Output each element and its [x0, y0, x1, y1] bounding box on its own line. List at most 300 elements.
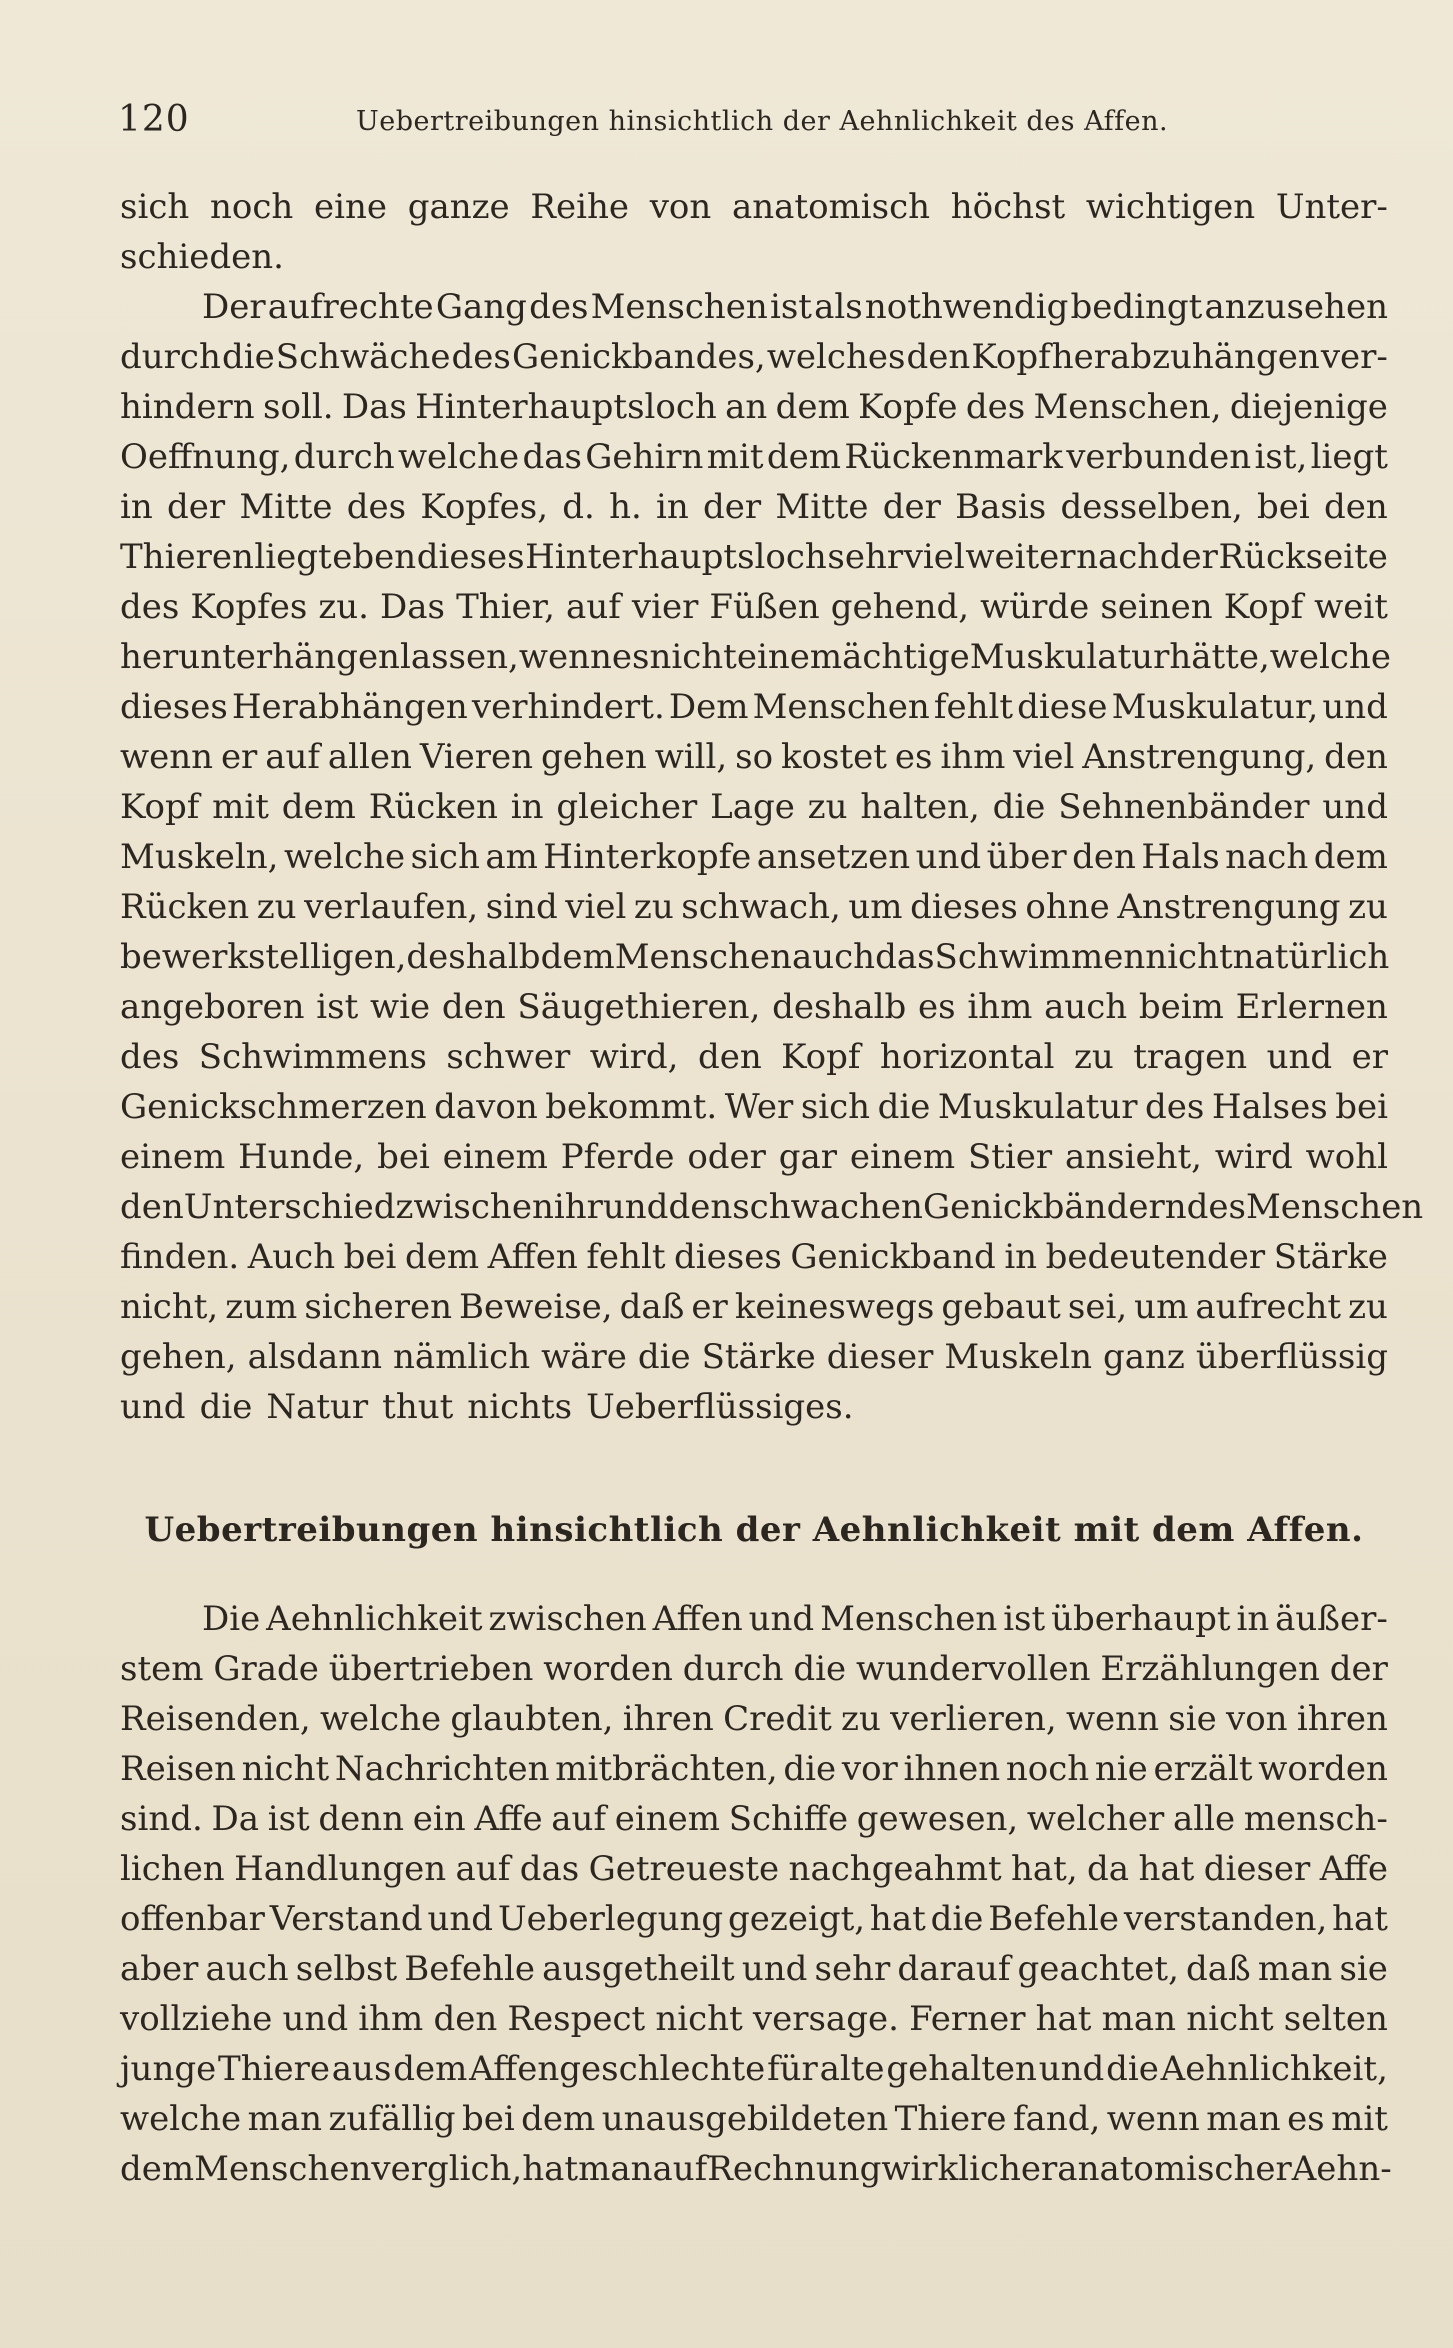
word: Getreueste	[588, 1849, 780, 1889]
word: Muskulatur	[937, 1087, 1138, 1127]
word: daß	[1186, 1949, 1251, 1989]
word: Auch	[247, 1237, 336, 1277]
word: Unter-	[1275, 187, 1388, 227]
word: auf	[265, 737, 320, 777]
word: dieses	[674, 1237, 782, 1277]
word: verhindert.	[471, 687, 665, 727]
word: durch	[120, 337, 221, 377]
text-line	[120, 1694, 1388, 1744]
word: bei	[377, 1137, 430, 1177]
word: Befehle	[988, 1899, 1119, 1939]
word: hat	[1332, 1899, 1388, 1939]
word: Befehle	[404, 1949, 535, 1989]
word: verglich,	[371, 2149, 523, 2189]
text-line	[120, 632, 1391, 682]
word: alle	[1172, 1799, 1236, 1839]
word: noch	[209, 187, 294, 227]
word: schwachen	[732, 1187, 923, 1227]
word: es	[894, 737, 933, 777]
word: sie	[1339, 1949, 1388, 1989]
word: Menschen	[614, 937, 792, 977]
word: bei	[1257, 487, 1310, 527]
word: der	[1159, 537, 1218, 577]
word: allen	[327, 737, 412, 777]
word: unausgebildeten	[601, 2099, 889, 2139]
word: Menschen	[752, 687, 930, 727]
word: Genickband	[790, 1237, 996, 1277]
word: zu	[633, 887, 674, 927]
word: der	[703, 487, 762, 527]
word: bedeutender	[1045, 1237, 1266, 1277]
word: wenn	[518, 637, 612, 677]
word: und	[1038, 2049, 1105, 2089]
word: das	[875, 937, 935, 977]
word: denn	[318, 1799, 405, 1839]
word: glaubten,	[450, 1699, 614, 1739]
word: Thier,	[456, 587, 555, 627]
word: Erzählungen	[1100, 1649, 1320, 1689]
word: wenn	[120, 737, 214, 777]
word: verstanden,	[1123, 1899, 1328, 1939]
word: bei	[461, 2099, 515, 2139]
word: Ueberflüssiges.	[586, 1387, 854, 1427]
word: worden	[543, 1649, 673, 1689]
word: Der	[202, 287, 266, 327]
word: ihr	[553, 1187, 603, 1227]
word: ihm	[967, 987, 1033, 1027]
text-line	[120, 1894, 1388, 1944]
word: gleicher	[556, 787, 698, 827]
text-line	[120, 432, 1388, 482]
word: Anstrengung	[1117, 887, 1341, 927]
word: soll.	[263, 387, 334, 427]
word: Genickbandes,	[511, 337, 766, 377]
word: hat	[1138, 1849, 1195, 1889]
text-line	[120, 1794, 1388, 1844]
word: man	[1101, 1999, 1177, 2039]
word: Thieren	[120, 537, 254, 577]
word: dem	[404, 1237, 480, 1277]
word: welche	[283, 837, 406, 877]
text-line	[120, 2094, 1388, 2144]
word: Füßen	[709, 587, 820, 627]
word: sich	[410, 837, 480, 877]
word: ihm	[358, 1999, 424, 2039]
word: hindern	[120, 387, 255, 427]
word: den	[441, 987, 506, 1027]
word: einem	[120, 1137, 226, 1177]
word: Kopf	[120, 787, 200, 827]
word: Aehnlichkeit,	[1160, 2049, 1388, 2089]
word: Menschen,	[1033, 387, 1222, 427]
word: Aehnlichkeit	[266, 1599, 483, 1639]
word: nicht	[1145, 937, 1233, 977]
text-line	[120, 1332, 1388, 1382]
word: Säugethieren,	[517, 987, 761, 1027]
word: Hinterhauptsloch	[415, 387, 717, 427]
word: Reihe	[530, 187, 629, 227]
word: ist	[267, 1799, 310, 1839]
word: daß	[619, 1287, 685, 1327]
text-line	[120, 2044, 1388, 2094]
word: Credit	[723, 1699, 832, 1739]
word: vollziehe	[120, 1999, 273, 2039]
word: liegt	[1310, 437, 1388, 477]
word: alsdann	[247, 1337, 383, 1377]
word: nach	[1225, 837, 1309, 877]
word: dem	[766, 437, 842, 477]
word: wenn	[1065, 1699, 1159, 1739]
word: hat	[522, 2149, 579, 2189]
word: auch	[1044, 987, 1128, 1027]
word: diese	[1017, 687, 1108, 727]
word: Natur	[266, 1387, 369, 1427]
word: d.	[562, 487, 595, 527]
text-line	[120, 332, 1388, 382]
word: zu	[256, 887, 297, 927]
word: die	[783, 1749, 837, 1789]
word: darauf	[897, 1949, 1011, 1989]
word: da	[1087, 1849, 1130, 1889]
text-line	[120, 1844, 1388, 1894]
word: dieses	[120, 687, 228, 727]
word: hätte,	[1169, 637, 1270, 677]
word: um	[848, 887, 903, 927]
word: nie	[1094, 1749, 1148, 1789]
word: mensch-	[1243, 1799, 1388, 1839]
word: sind	[485, 887, 558, 927]
word: zu	[1073, 1037, 1114, 1077]
word: den	[697, 1037, 762, 1077]
word: Pferde	[560, 1137, 675, 1177]
word: herunter	[120, 637, 273, 677]
word: welches	[766, 337, 906, 377]
word: mächtige	[809, 637, 970, 677]
word: zufällig	[328, 2099, 456, 2139]
word: Affen	[652, 1599, 743, 1639]
word: wichtigen	[1085, 187, 1256, 227]
word: Aehn-	[1291, 2149, 1392, 2189]
word: sind.	[120, 1799, 203, 1839]
word: dem	[775, 387, 850, 427]
word: Kopf	[781, 1037, 861, 1077]
word: des	[120, 587, 180, 627]
word: nicht	[1186, 1999, 1274, 2039]
word: über	[986, 837, 1067, 877]
word: des	[1186, 1187, 1246, 1227]
word: gar	[778, 1137, 838, 1177]
word: Muskulatur	[969, 637, 1170, 677]
word: Wer	[724, 1087, 794, 1127]
word: ihren	[1296, 1699, 1388, 1739]
word: die	[221, 337, 275, 377]
word: zu	[807, 787, 848, 827]
word: Sehnenbänder	[1058, 787, 1310, 827]
word: Reisen	[120, 1749, 237, 1789]
word: sich	[120, 187, 190, 227]
word: mit	[706, 437, 764, 477]
word: Hinterhauptsloch	[525, 537, 827, 577]
word: er	[691, 1287, 728, 1327]
word: geachtet,	[1017, 1949, 1179, 1989]
word: mit	[212, 787, 269, 827]
word: Affe	[474, 1799, 543, 1839]
word: der	[167, 487, 226, 527]
word: seinen	[1100, 587, 1213, 627]
word: Muskeln,	[120, 837, 279, 877]
word: hat	[869, 1899, 926, 1939]
word: finden.	[120, 1237, 240, 1277]
word: Hunde,	[238, 1137, 365, 1177]
word: Kopf	[1223, 587, 1304, 627]
word: zu.	[318, 587, 369, 627]
word: Genickbändern	[922, 1187, 1187, 1227]
text-line	[120, 1944, 1388, 1994]
word: bedingt	[1070, 287, 1203, 327]
text-line	[120, 1744, 1388, 1794]
word: des	[451, 337, 511, 377]
word: Gang	[435, 287, 527, 327]
word: bei	[343, 1237, 397, 1277]
word: Rechnung	[707, 2149, 882, 2189]
text-line	[120, 1594, 1388, 1644]
word: Kopfes	[190, 587, 308, 627]
word: dieser	[1203, 1849, 1311, 1889]
word: Affen	[487, 1237, 578, 1277]
word: wird	[1214, 1137, 1293, 1177]
word: auch	[205, 1949, 289, 1989]
word: Ueberlegung	[497, 1899, 724, 1939]
word: er	[1351, 1037, 1388, 1077]
word: ausgetheilt	[542, 1949, 735, 1989]
text-line	[120, 1032, 1388, 1082]
word: fehlt	[586, 1237, 666, 1277]
text-line	[120, 1232, 1388, 1282]
word: schwach,	[681, 887, 841, 927]
word: schieden.	[120, 237, 284, 277]
word: Stärke	[701, 1337, 816, 1377]
word: welcher	[1026, 1799, 1165, 1839]
word: ein	[412, 1799, 466, 1839]
word: von	[649, 187, 712, 227]
word: liegt	[254, 537, 332, 577]
word: Menschen	[820, 1599, 998, 1639]
word: erzält	[1153, 1749, 1253, 1789]
word: auf	[652, 2149, 708, 2189]
word: um	[1134, 1287, 1189, 1327]
word: viel	[1013, 737, 1075, 777]
word: desselben,	[1060, 487, 1243, 527]
word: des	[346, 487, 407, 527]
text-line	[120, 932, 1388, 982]
word: man	[247, 2099, 323, 2139]
word: gehend,	[830, 587, 970, 627]
word: des	[1145, 1087, 1205, 1127]
word: deshalb	[772, 987, 907, 1027]
word: beim	[1138, 987, 1224, 1027]
word: deshalb	[406, 937, 541, 977]
word: Basis	[955, 487, 1047, 527]
word: es	[1287, 2099, 1325, 2139]
word: worden	[1258, 1749, 1388, 1789]
word: Genickschmerzen	[120, 1087, 427, 1127]
word: aufrecht	[1195, 1287, 1342, 1327]
word: Dem	[668, 687, 749, 727]
word: eben	[332, 537, 417, 577]
word: wäre	[541, 1337, 627, 1377]
word: und	[1322, 787, 1388, 827]
word: ist	[769, 287, 812, 327]
word: und	[427, 1899, 494, 1939]
word: dieser	[826, 1337, 934, 1377]
word: Ferner	[909, 1999, 1026, 2039]
word: an	[725, 387, 768, 427]
word: Muskulatur,	[1111, 687, 1319, 727]
word: zu	[1348, 1287, 1388, 1327]
word: nothwendig	[864, 287, 1069, 327]
word: und	[120, 1387, 186, 1427]
word: des	[529, 287, 589, 327]
text-line	[120, 182, 1388, 232]
word: eine	[736, 637, 810, 677]
word: gehalten	[886, 2049, 1037, 2089]
word: auch	[791, 937, 876, 977]
word: bei	[1335, 1087, 1388, 1127]
word: aus	[331, 2049, 392, 2089]
word: den	[1324, 737, 1388, 777]
word: und	[748, 1599, 815, 1639]
word: ganze	[407, 187, 510, 227]
word: Kopfes,	[420, 487, 549, 527]
word: Oeffnung,	[120, 437, 291, 477]
word: und	[915, 837, 982, 877]
word: junge	[120, 2049, 217, 2089]
word: lassen,	[399, 637, 519, 677]
word: das	[519, 1849, 580, 1889]
word: lichen	[120, 1849, 225, 1889]
word: mitbrächten,	[555, 1749, 778, 1789]
word: Mitte	[775, 487, 869, 527]
text-line	[120, 482, 1388, 532]
word: davon	[434, 1087, 538, 1127]
word: Rücken	[368, 787, 498, 827]
word: verbunden	[1066, 437, 1252, 477]
word: Thiere	[218, 2049, 330, 2089]
word: wirklicher	[881, 2149, 1058, 2189]
word: den	[433, 1999, 498, 2039]
word: zum	[225, 1287, 298, 1327]
word: nämlich	[393, 1337, 531, 1377]
word: will,	[654, 737, 728, 777]
word: die	[1106, 2049, 1159, 2089]
word: schwer	[446, 1037, 571, 1077]
word: eine	[313, 187, 387, 227]
word: Hals	[1141, 837, 1220, 877]
word: überflüssig	[1195, 1337, 1388, 1377]
word: Beweise,	[459, 1287, 613, 1327]
running-head	[118, 98, 1388, 142]
word: fand,	[1012, 2099, 1101, 2139]
word: Die	[202, 1599, 261, 1639]
word: den	[120, 1187, 184, 1227]
text-line	[120, 782, 1388, 832]
word: sehr	[827, 537, 904, 577]
word: am	[485, 837, 538, 877]
word: Erlernen	[1235, 987, 1388, 1027]
word: einem	[442, 1137, 548, 1177]
word: zwischen	[488, 1599, 647, 1639]
word: fehlt	[933, 687, 1014, 727]
word: viel	[903, 537, 965, 577]
word: und	[282, 1999, 349, 2039]
word: dem	[120, 2149, 195, 2189]
word: bekommt.	[545, 1087, 718, 1127]
word: Rückenmark	[844, 437, 1063, 477]
word: das	[522, 437, 582, 477]
word: aber	[120, 1949, 199, 1989]
word: Herabhängen	[231, 687, 468, 727]
word: Halses	[1211, 1087, 1328, 1127]
running-title: Uebertreibungen hinsichtlich der Aehnlichkeit des Affen.	[356, 106, 1169, 137]
word: Hinterkopfe	[543, 837, 752, 877]
word: welche	[1269, 637, 1391, 677]
word: tragen	[1133, 1037, 1248, 1077]
word: gebaut	[941, 1287, 1061, 1327]
word: herabzuhängen	[1051, 337, 1320, 377]
word: thut	[382, 1387, 454, 1427]
word: Kopf	[971, 337, 1051, 377]
word: ohne	[1025, 887, 1110, 927]
word: die	[877, 1087, 931, 1127]
word: überhaupt	[1051, 1599, 1231, 1639]
word: hat,	[1011, 1849, 1078, 1889]
word: Unterschied	[183, 1187, 396, 1227]
word: von	[1226, 1699, 1288, 1739]
word: dem	[281, 787, 356, 827]
word: Grade	[213, 1649, 319, 1689]
word: Nachrichten	[334, 1749, 550, 1789]
word: den	[1324, 487, 1388, 527]
word: wohl	[1305, 1137, 1388, 1177]
word: ist	[1003, 1599, 1046, 1639]
word: in	[1004, 1237, 1038, 1277]
word: dieses	[910, 887, 1018, 927]
word: er	[220, 737, 258, 777]
text-line	[120, 1282, 1388, 1332]
word: ist,	[1254, 437, 1308, 477]
word: und	[1266, 1037, 1333, 1077]
word: einem	[849, 1137, 956, 1177]
word: ist	[316, 987, 359, 1027]
text-line	[120, 2144, 1392, 2194]
word: Mitte	[239, 487, 333, 527]
word: gehen	[540, 737, 647, 777]
word: und	[602, 1187, 669, 1227]
word: anatomisch	[731, 187, 931, 227]
word: Verstand	[269, 1899, 423, 1939]
word: dieses	[416, 537, 525, 577]
word: weit	[1314, 587, 1388, 627]
text-line	[120, 682, 1388, 732]
text-line	[120, 882, 1388, 932]
word: in	[120, 487, 153, 527]
word: in	[1236, 1599, 1270, 1639]
text-line	[120, 1644, 1388, 1694]
text-line	[120, 582, 1388, 632]
word: Schiffe	[728, 1799, 849, 1839]
word: noch	[1005, 1749, 1090, 1789]
word: welche	[120, 2099, 242, 2139]
